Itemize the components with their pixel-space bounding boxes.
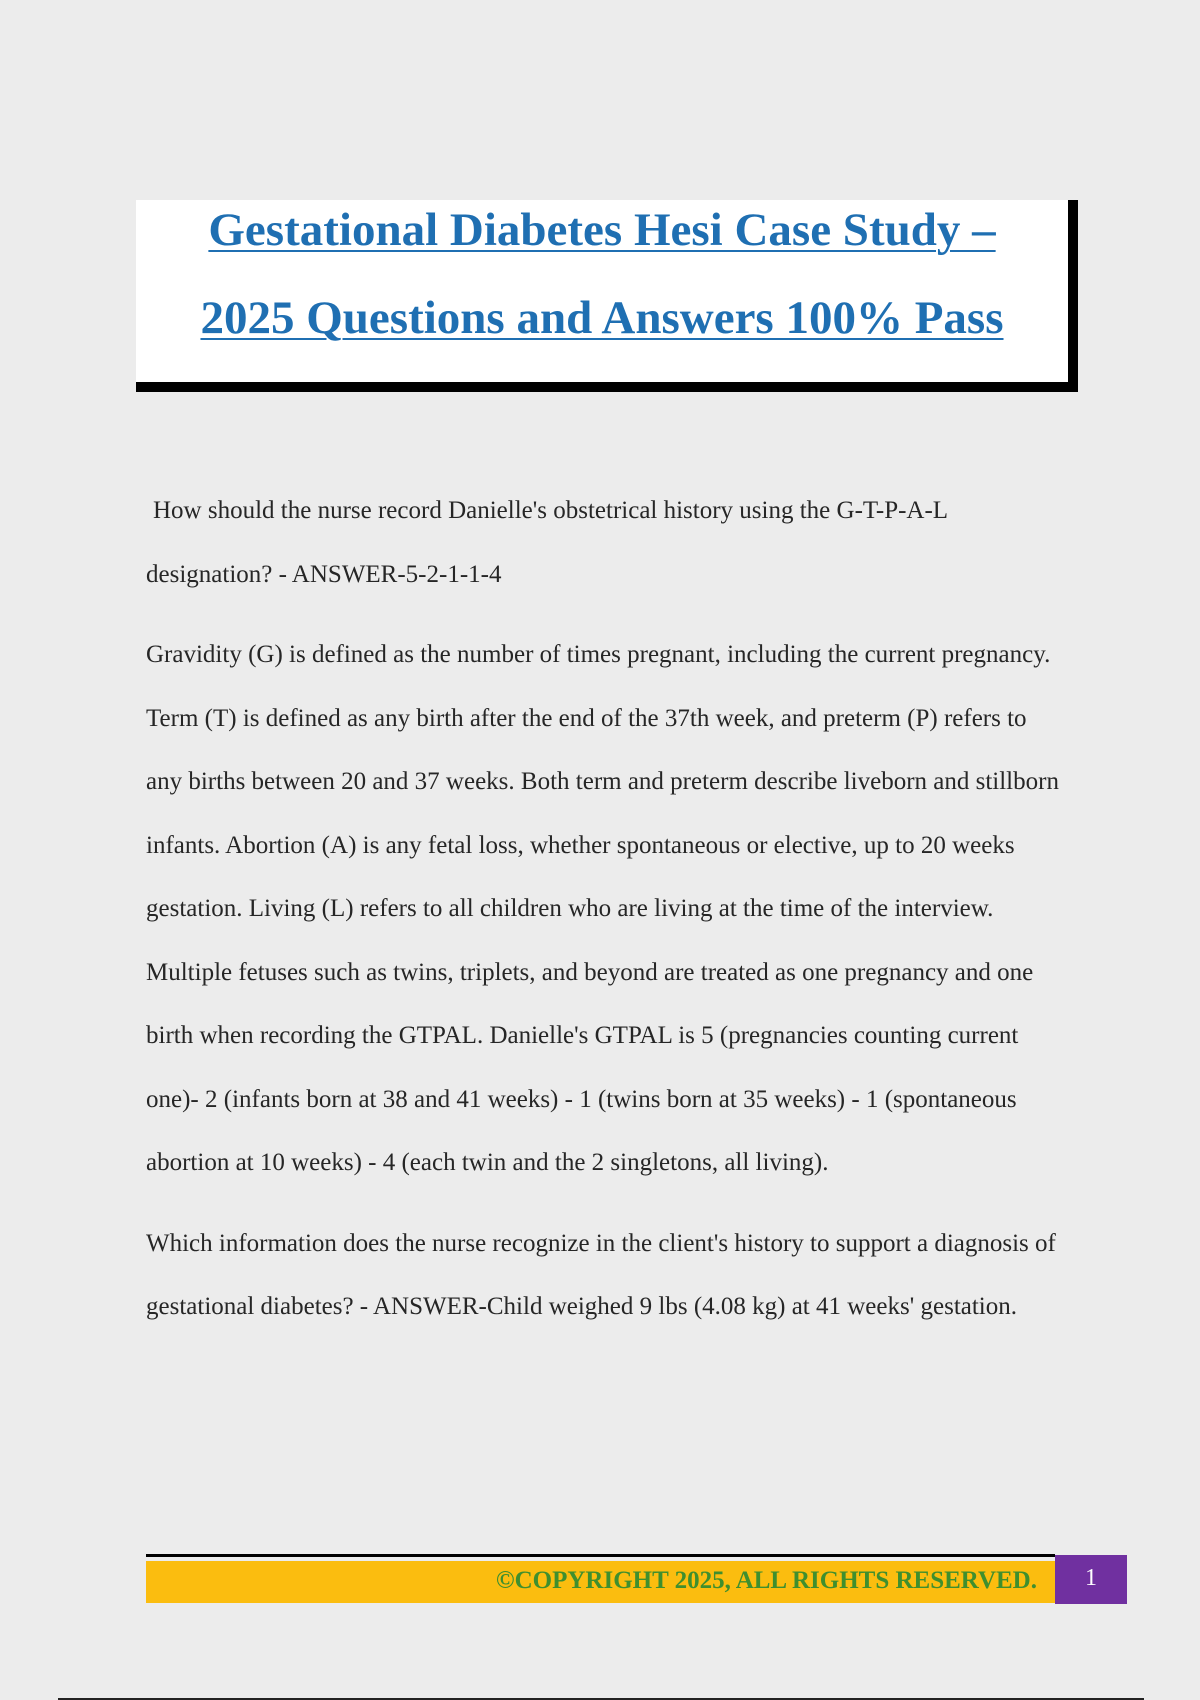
- footer-divider: [146, 1554, 1055, 1557]
- document-body: [146, 479, 1066, 1356]
- page-number: 1: [1055, 1555, 1127, 1604]
- copyright-notice: ©COPYRIGHT 2025, ALL RIGHTS RESERVED.: [495, 1567, 1037, 1594]
- footer-bar: [146, 1561, 1055, 1603]
- explanation-paragraph: Gravidity (G) is defined as the number of times pregnant, including the current pregnancy. Term (T) is defined as any birth after the end of the 37th week, and preterm (P) refers to any births between 20 and 37 weeks. Both term and preterm describe liveborn and stillborn infants. Abortion (A) is any fetal loss, whether spontaneous or elective, up to 20 weeks gestation. Living (L) refers to all children who are living at the time of the interview. Multiple fetuses such as twins, triplets, and beyond are treated as one pregnancy and one birth when recording the GTPAL. Danielle's GTPAL is 5 (pregnancies counting current one)- 2 (infants born at 38 and 41 weeks) - 1 (twins born at 35 weeks) - 1 (spontaneous abortion at 10 weeks) - 4 (each twin and the 2 singletons, all living).: [146, 641, 1059, 1176]
- document-title-line-2: 2025 Questions and Answers 100% Pass: [200, 292, 1004, 344]
- document-title-line-1: Gestational Diabetes Hesi Case Study –: [208, 204, 996, 256]
- question-paragraph-2: Which information does the nurse recognize in the client's history to support a diagnosis of gestational diabetes? - ANSWER-Child weighed 9 lbs (4.08 kg) at 41 weeks' gestation.: [146, 1229, 1056, 1320]
- title-box: [136, 200, 1078, 392]
- question-paragraph-1: How should the nurse record Danielle's obstetrical history using the G-T-P-A-L designation? - ANSWER-5-2-1-1-4: [146, 497, 948, 588]
